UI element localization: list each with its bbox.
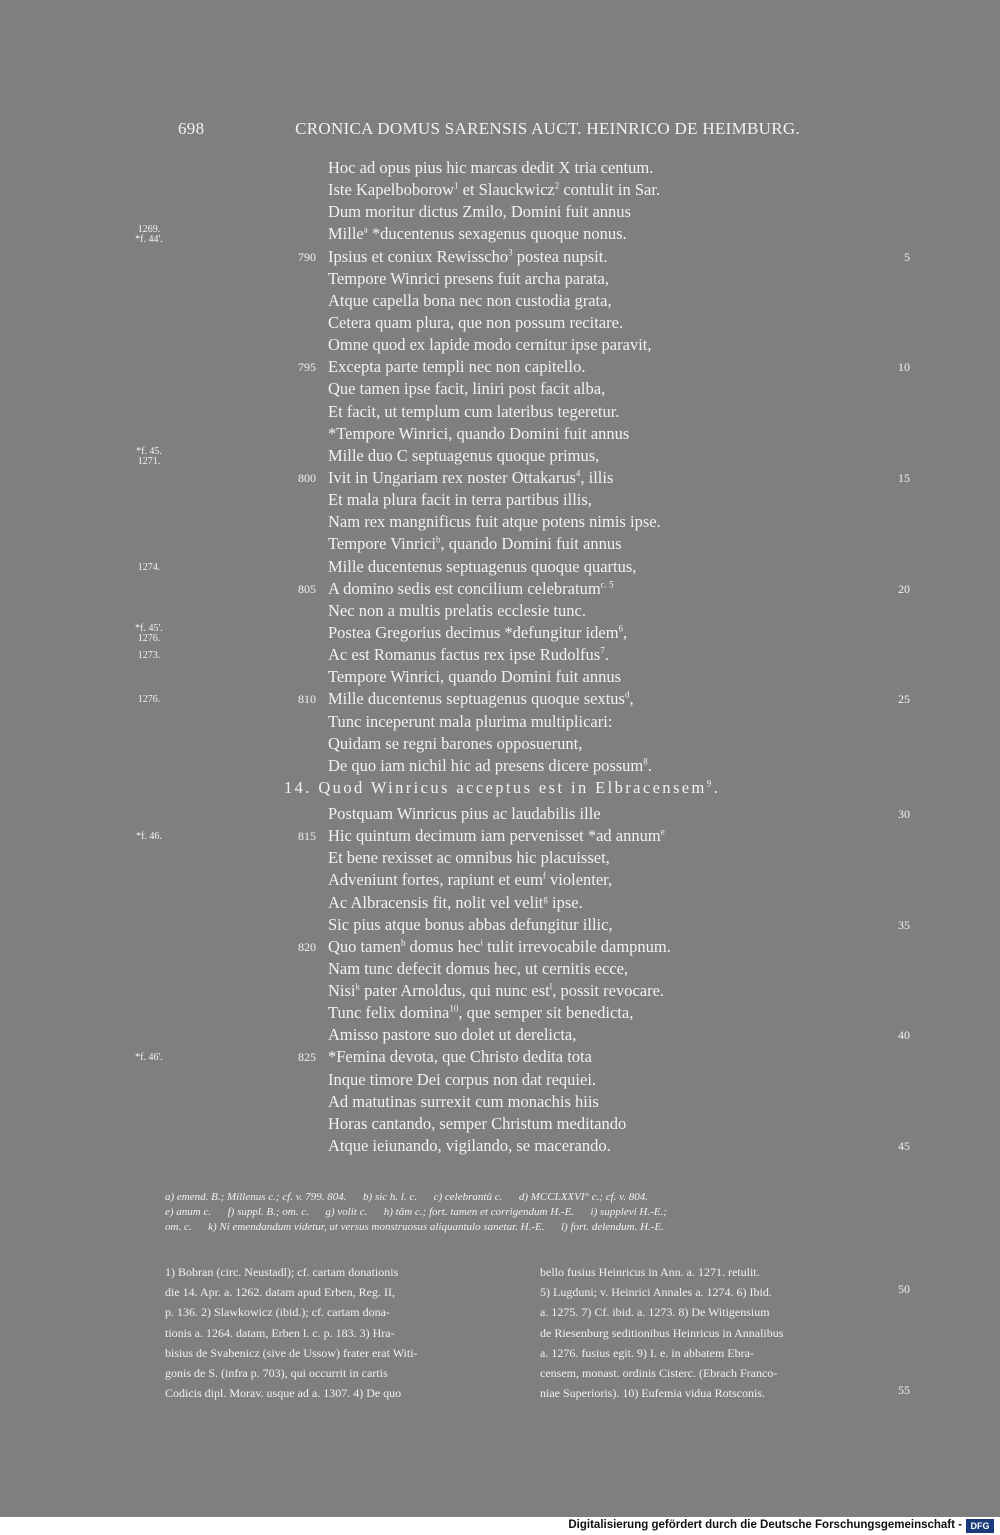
verse-line [0, 666, 1000, 688]
verse-line [0, 1091, 1000, 1113]
verse-text-line: Horas cantando, semper Christum meditando [328, 1113, 627, 1133]
verse-text-line: Dum moritur dictus Zmilo, Domini fuit annus [328, 202, 631, 222]
verse-text-line: Mille$^a$ *ducentenus sexagenus quoque nonus. [328, 224, 627, 244]
verse-text-line: Atque ieiunando, vigilando, se macerando. [328, 1136, 611, 1156]
verse-line [0, 246, 1000, 268]
verse-text-line: Tempore Winrici presens fuit archa parata, [328, 268, 609, 288]
verse-line [0, 1024, 1000, 1046]
page-header [178, 119, 800, 139]
line-number: 45 [898, 1139, 910, 1154]
margin-note: *f. 46'. [135, 1052, 163, 1064]
verse-text-line: De quo iam nichil hic ad presens dicere possum$^8$. [328, 755, 652, 775]
verse-line [0, 467, 1000, 489]
footnote-line: a. 1275. 7) Cf. ibid. a. 1273. 8) De Witigensium [540, 1305, 770, 1320]
verse-line [0, 378, 1000, 400]
footnote-line: 1) Bobran (circ. Neustadl); cf. cartam donationis [165, 1265, 399, 1279]
verse-number: 825 [298, 1050, 316, 1065]
verse-text-line: Hic quintum decimum iam pervenisset *ad annum$^e$ [328, 826, 665, 846]
verse-text-line: Ad matutinas surrexit cum monachis hiis [328, 1091, 599, 1111]
verse-text-line: Et bene rexisset ac omnibus hic placuisset, [328, 848, 610, 868]
line-number: 10 [898, 360, 910, 375]
footnote-line: p. 136. 2) Slawkowicz (ibid.); cf. cartam dona- [165, 1305, 390, 1320]
verse-line [0, 980, 1000, 1002]
footnote-line: die 14. Apr. a. 1262. datam apud Erben, Reg. II, [165, 1285, 395, 1300]
footer-credit-text: Digitalisierung gefördert durch die Deutsche Forschungsgemeinschaft - [568, 1519, 962, 1531]
verse-line [0, 600, 1000, 622]
note-line-number: 55 [898, 1383, 910, 1397]
line-number: 15 [898, 470, 910, 485]
verse-text-line: Tunc inceperunt mala plurima multiplicari: [328, 711, 613, 731]
verse-line [0, 445, 1000, 467]
verse-line [0, 268, 1000, 290]
verse-text-line: Iste Kapelboborow$^1$ et Slauckwicz$^2$ contulit in Sar. [328, 180, 661, 200]
verse-line [0, 157, 1000, 179]
verse-text-line: Inque timore Dei corpus non dat requiei. [328, 1069, 597, 1089]
verse-number: 790 [298, 249, 316, 264]
line-number: 25 [898, 692, 910, 707]
verse-text-line: A domino sedis est concilium celebratum$^{c. 5}$ [328, 578, 614, 598]
verse-line [0, 533, 1000, 555]
margin-note: 1276. [137, 694, 161, 706]
verse-number: 805 [298, 581, 316, 596]
verse-line [0, 622, 1000, 644]
verse-text-line: Postea Gregorius decimus *defungitur idem$^6$, [328, 622, 628, 642]
verse-line [0, 1002, 1000, 1024]
verse-text-line: Tempore Vinrici$^b$, quando Domini fuit annus [328, 534, 622, 554]
section-heading [0, 777, 1000, 803]
verse-line [0, 755, 1000, 777]
footnote-line: censem, monast. ordinis Cisterc. (Ebrach Franco- [540, 1366, 778, 1381]
verse-line [0, 869, 1000, 891]
verse-text-line: Sic pius atque bonus abbas defungitur illic, [328, 914, 613, 934]
margin-note: 1273. [137, 650, 161, 662]
verse-line [0, 733, 1000, 755]
footnote-line: a. 1276. fusius egit. 9) I. e. in abbatem Ebra- [540, 1345, 754, 1360]
verse-line [0, 688, 1000, 710]
verse-text-line: Cetera quam plura, que non possum recitare. [328, 312, 624, 332]
verse-text-line: Tempore Winrici, quando Domini fuit annus [328, 667, 621, 687]
verse-number: 820 [298, 939, 316, 954]
dfg-logo: DFG [966, 1519, 994, 1533]
verse-text-line: Tunc felix domina$^{10}$, que semper sit benedicta, [328, 1003, 634, 1023]
running-title: CRONICA DOMUS SARENSIS AUCT. HEINRICO DE HEIMBURG. [295, 119, 800, 138]
dfg-footer-bar [0, 1517, 1000, 1535]
line-number: 35 [898, 917, 910, 932]
verse-line [0, 1046, 1000, 1068]
line-number: 5 [904, 249, 910, 264]
verse-line [0, 1069, 1000, 1091]
line-number: 20 [898, 581, 910, 596]
verse-line [0, 312, 1000, 334]
verse-text-line: Atque capella bona nec non custodia grata, [328, 290, 612, 310]
verse-text-line: Hoc ad opus pius hic marcas dedit X tria centum. [328, 158, 654, 177]
verse-line [0, 179, 1000, 201]
verse-text [0, 157, 1000, 1157]
verse-text-line: Nec non a multis prelatis ecclesie tunc. [328, 600, 586, 620]
verse-line [0, 914, 1000, 936]
verse-line [0, 356, 1000, 378]
verse-text-line: Ac est Romanus factus rex ipse Rudolfus$^7$. [328, 645, 609, 665]
margin-note: *f. 45'. 1276. [135, 622, 163, 644]
verse-line [0, 578, 1000, 600]
page-number: 698 [178, 119, 205, 138]
verse-text-line: Postquam Winricus pius ac laudabilis ille [328, 803, 601, 823]
verse-text-line: Omne quod ex lapide modo cernitur ipse paravit, [328, 335, 652, 355]
verse-text-line: *Tempore Winrici, quando Domini fuit annus [328, 423, 630, 443]
margin-note: *f. 45. 1271. [136, 445, 162, 467]
footnote-line: Codicis dipl. Morav. usque ad a. 1307. 4) De quo [165, 1386, 402, 1401]
verse-line [0, 803, 1000, 825]
verse-number: 795 [298, 360, 316, 375]
verse-line [0, 401, 1000, 423]
verse-text-line: 14. Quod Winricus acceptus est in Elbracensem$^9$. [284, 777, 721, 797]
note-line-number: 50 [898, 1282, 910, 1296]
verse-text-line: Ipsius et coniux Rewisscho$^3$ postea nupsit. [328, 246, 608, 266]
verse-line [0, 644, 1000, 666]
verse-line [0, 423, 1000, 445]
verse-text-line: Quidam se regni barones opposuerunt, [328, 733, 583, 753]
verse-text-line: Mille ducentenus septuagenus quoque sextus$^d$, [328, 689, 634, 709]
line-number: 30 [898, 806, 910, 821]
verse-text-line: Mille duo C septuagenus quoque primus, [328, 445, 600, 465]
verse-text-line: Nam tunc defecit domus hec, ut cernitis ecce, [328, 958, 629, 978]
verse-text-line: Nam rex mangnificus fuit atque potens nimis ipse. [328, 512, 661, 532]
verse-line [0, 825, 1000, 847]
margin-note: 1269. *f. 44'. [135, 224, 163, 246]
footnote-line: niae Superioris). 10) Eufemia vidua Rotsconis. [540, 1386, 765, 1401]
verse-number: 815 [298, 829, 316, 844]
line-number: 40 [898, 1028, 910, 1043]
verse-line [0, 1135, 1000, 1157]
verse-text-line: Et facit, ut templum cum lateribus tegeretur. [328, 401, 620, 421]
verse-number: 810 [298, 692, 316, 707]
critical-apparatus: a) emend. B.; Millenus c.; cf. v. 799. 804. b) sic h. l. c. c) celebrantū c. d) MCCLXXVI° c.; cf. v. 804. e) anum c. f) suppl. B.; om. c. g) volit c. h) tām c.; fort. tamen et corrigendum H.-E. i) supplevi H.-E.; om. c. k) Ni emendandum videtur, ut versus monstruosus aliquantulo sanetur. H.-E. l) fort. delendum. H.-E. [165, 1191, 667, 1233]
verse-line [0, 958, 1000, 980]
verse-text-line: Mille ducentenus septuagenus quoque quartus, [328, 556, 637, 576]
verse-line [0, 847, 1000, 869]
footnote-line: gonis de S. (infra p. 703), qui occurrit in cartis [165, 1366, 388, 1381]
verse-text-line: *Femina devota, que Christo dedita tota [328, 1047, 592, 1067]
verse-text-line: Excepta parte templi nec non capitello. [328, 357, 586, 377]
footnote-line: 5) Lugduni; v. Heinrici Annales a. 1274. 6) Ibid. [540, 1285, 772, 1300]
verse-line [0, 892, 1000, 914]
verse-text-line: Ivit in Ungariam rex noster Ottakarus$^4$, illis [328, 467, 614, 487]
verse-line [0, 223, 1000, 245]
verse-number: 800 [298, 470, 316, 485]
verse-line [0, 711, 1000, 733]
verse-text-line: Ac Albracensis fit, nolit vel velit$^g$ ipse. [328, 892, 583, 912]
footnote-line: tionis a. 1264. datam, Erben l. c. p. 183. 3) Hra- [165, 1325, 395, 1340]
footnotes-right-column [540, 1262, 902, 1403]
verse-text-line: Quo tamen$^h$ domus hec$^i$ tulit irrevocabile dampnum. [328, 936, 671, 956]
verse-text-line: Et mala plura facit in terra partibus illis, [328, 490, 592, 510]
verse-text-line: Que tamen ipse facit, liniri post facit alba, [328, 379, 606, 399]
verse-line [0, 201, 1000, 223]
verse-line [0, 556, 1000, 578]
verse-text-line: Adveniunt fortes, rapiunt et eum$^f$ violenter, [328, 870, 613, 890]
verse-text-line: Nisi$^k$ pater Arnoldus, qui nunc est$^l$, possit revocare. [328, 981, 665, 1001]
verse-line [0, 1113, 1000, 1135]
verse-line [0, 489, 1000, 511]
verse-line [0, 936, 1000, 958]
verse-text-line: Amisso pastore suo dolet ut derelicta, [328, 1025, 577, 1045]
margin-note: 1274. [137, 561, 161, 573]
footnote-line: bisius de Svabenicz (sive de Ussow) frater erat Witi- [165, 1345, 418, 1360]
footnotes-left-column [165, 1262, 527, 1403]
verse-line [0, 511, 1000, 533]
margin-note: *f. 46. [136, 831, 162, 843]
verse-line [0, 334, 1000, 356]
footnote-line: de Riesenburg seditionibus Heinricus in Annalibus [540, 1325, 784, 1340]
verse-line [0, 290, 1000, 312]
footnote-line: bello fusius Heinricus in Ann. a. 1271. retulit. [540, 1265, 760, 1279]
